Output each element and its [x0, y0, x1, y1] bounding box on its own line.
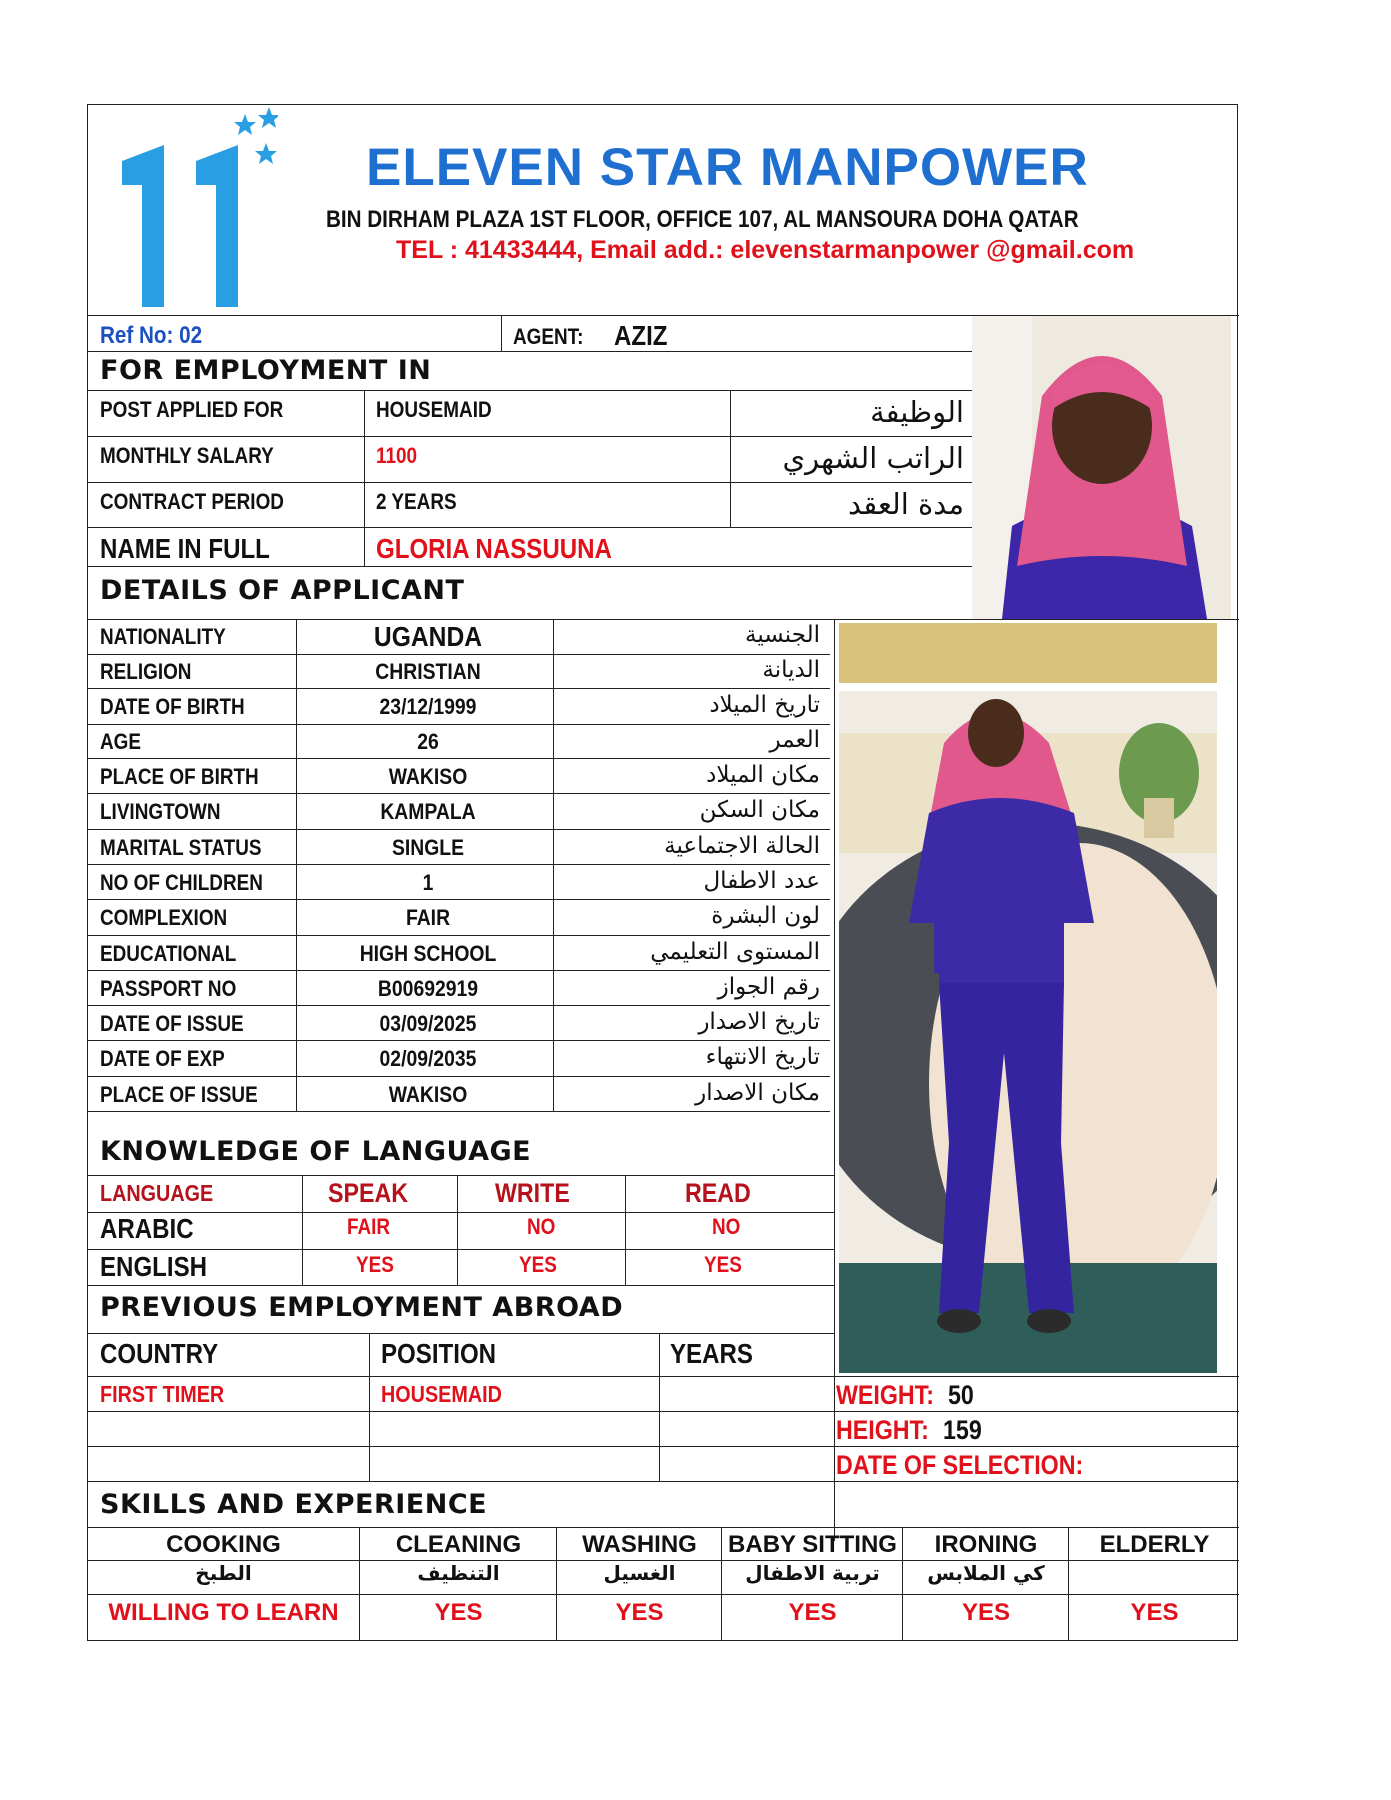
full-body-photo-icon	[839, 623, 1217, 1373]
details-arabic: الديانة	[762, 657, 820, 683]
details-label: PASSPORT NO	[100, 975, 237, 1001]
skill-arabic: تربية الاطفال	[745, 1561, 880, 1585]
details-value: 1	[422, 869, 434, 895]
skill-value: WILLING TO LEARN	[108, 1599, 339, 1626]
language-english-write: YES	[519, 1252, 557, 1277]
height-value: 159	[943, 1415, 982, 1445]
section-title-skills: SKILLS AND EXPERIENCE	[100, 1489, 488, 1520]
details-arabic: عدد الاطفال	[703, 867, 820, 894]
details-value: 23/12/1999	[379, 694, 477, 719]
post-applied-value: HOUSEMAID	[376, 397, 492, 422]
details-label: PLACE OF BIRTH	[100, 763, 259, 789]
details-arabic: تاريخ الاصدار	[698, 1008, 820, 1035]
details-row	[88, 689, 830, 725]
skill-name: ELDERLY	[1099, 1531, 1210, 1558]
skill-name: WASHING	[582, 1531, 697, 1558]
details-row	[88, 1006, 830, 1041]
company-name: ELEVEN STAR MANPOWER	[366, 138, 1089, 197]
details-arabic: تاريخ الانتهاء	[705, 1044, 820, 1070]
details-arabic: رقم الجواز	[717, 973, 820, 1000]
language-english-read: YES	[704, 1252, 742, 1277]
details-value: UGANDA	[373, 621, 483, 652]
details-row	[88, 936, 830, 971]
language-arabic-speak: FAIR	[347, 1214, 391, 1239]
details-arabic: العمر	[769, 727, 820, 753]
skill-cell	[902, 1527, 1068, 1640]
details-row	[88, 1077, 830, 1112]
details-arabic: مكان السكن	[699, 797, 820, 823]
language-header-read: READ	[685, 1178, 751, 1208]
skill-value: YES	[961, 1599, 1011, 1626]
applicant-photo-full-body	[839, 623, 1217, 1373]
section-title-language: KNOWLEDGE OF LANGUAGE	[100, 1136, 532, 1167]
skill-value: YES	[434, 1599, 483, 1626]
application-form	[87, 104, 1238, 1641]
details-value: FAIR	[405, 905, 451, 930]
language-english-speak: YES	[356, 1252, 394, 1277]
details-label: NO OF CHILDREN	[100, 869, 263, 895]
ref-number: Ref No: 02	[100, 322, 203, 349]
details-label: RELIGION	[100, 659, 192, 684]
details-arabic: مكان الاصدار	[695, 1079, 820, 1106]
skill-name: IRONING	[934, 1531, 1038, 1558]
contract-period-arabic: مدة العقد	[848, 487, 964, 521]
details-arabic: مكان الميلاد	[706, 761, 820, 788]
weight-label: WEIGHT:	[836, 1380, 935, 1410]
details-arabic: لون البشرة	[711, 903, 820, 929]
section-title-previous: PREVIOUS EMPLOYMENT ABROAD	[100, 1292, 624, 1323]
previous-row-position: HOUSEMAID	[381, 1381, 502, 1407]
details-value: CHRISTIAN	[375, 659, 481, 684]
language-header-speak: SPEAK	[328, 1178, 409, 1208]
details-value: 02/09/2035	[379, 1046, 477, 1071]
skill-cell	[88, 1527, 359, 1640]
details-label: COMPLEXION	[100, 905, 228, 930]
details-label: NATIONALITY	[100, 624, 226, 649]
details-arabic: تاريخ الميلاد	[709, 692, 820, 718]
language-header-write: WRITE	[495, 1178, 570, 1208]
section-title-details: DETAILS OF APPLICANT	[100, 575, 465, 606]
details-label: DATE OF ISSUE	[100, 1010, 244, 1036]
details-row	[88, 830, 830, 865]
details-label: MARITAL STATUS	[100, 834, 262, 860]
details-value: HIGH SCHOOL	[359, 940, 497, 966]
details-value: B00692919	[377, 975, 479, 1001]
company-logo	[98, 105, 278, 310]
language-english-name: ENGLISH	[100, 1251, 208, 1282]
post-applied-label: POST APPLIED FOR	[100, 397, 284, 422]
details-row	[88, 1041, 830, 1077]
skill-arabic: الطبخ	[195, 1561, 252, 1585]
details-row	[88, 865, 830, 900]
details-label: PLACE OF ISSUE	[100, 1081, 258, 1107]
language-arabic-name: ARABIC	[100, 1213, 194, 1244]
monthly-salary-value: 1100	[376, 443, 418, 468]
skill-cell	[1068, 1527, 1239, 1640]
date-of-selection-label: DATE OF SELECTION:	[836, 1450, 1084, 1480]
details-label: DATE OF BIRTH	[100, 694, 245, 719]
details-row	[88, 725, 830, 759]
post-applied-arabic: الوظيفة	[870, 395, 964, 429]
details-row	[88, 971, 830, 1006]
details-value: 26	[417, 729, 439, 754]
contract-period-label: CONTRACT PERIOD	[100, 489, 284, 514]
skill-value: YES	[788, 1599, 837, 1626]
details-arabic: الجنسية	[745, 622, 820, 648]
skill-cell	[721, 1527, 902, 1640]
previous-header-position: POSITION	[381, 1338, 497, 1369]
language-arabic-read: NO	[712, 1214, 741, 1239]
language-header-language: LANGUAGE	[100, 1180, 214, 1206]
company-address: BIN DIRHAM PLAZA 1ST FLOOR, OFFICE 107, AL MANSOURA DOHA QATAR	[326, 206, 1079, 233]
contract-period-value: 2 YEARS	[376, 489, 457, 514]
details-row	[88, 900, 830, 936]
details-value: KAMPALA	[380, 799, 476, 824]
details-row	[88, 655, 830, 689]
skill-name: COOKING	[166, 1531, 281, 1558]
skill-cell	[359, 1527, 556, 1640]
details-row	[88, 759, 830, 794]
skill-cell	[556, 1527, 721, 1640]
previous-header-country: COUNTRY	[100, 1338, 219, 1369]
skill-name: CLEANING	[395, 1531, 522, 1558]
previous-row-country: FIRST TIMER	[100, 1381, 225, 1407]
company-contact: TEL : 41433444, Email add.: elevenstarmanpower @gmail.com	[396, 236, 1135, 264]
skill-arabic: كي الملابس	[927, 1561, 1045, 1585]
details-arabic: المستوى التعليمي	[650, 938, 820, 965]
skill-arabic: الغسيل	[603, 1561, 676, 1585]
details-arabic: الحالة الاجتماعية	[664, 832, 820, 859]
language-arabic-write: NO	[527, 1214, 556, 1239]
agent-label: AGENT:	[513, 324, 584, 349]
details-label: AGE	[100, 729, 142, 754]
skill-arabic: التنظيف	[417, 1561, 500, 1585]
details-value: 03/09/2025	[379, 1010, 477, 1036]
details-table	[88, 619, 830, 1132]
agent-name: AZIZ	[614, 320, 668, 351]
details-row	[88, 794, 830, 830]
eleven-logo-icon	[98, 105, 278, 310]
details-value: SINGLE	[391, 834, 465, 860]
details-label: EDUCATIONAL	[100, 940, 237, 966]
details-label: DATE OF EXP	[100, 1046, 225, 1071]
skill-name: BABY SITTING	[728, 1531, 897, 1558]
monthly-salary-arabic: الراتب الشهري	[782, 441, 964, 475]
skills-table	[88, 1527, 1239, 1640]
skill-value: YES	[615, 1599, 664, 1626]
monthly-salary-label: MONTHLY SALARY	[100, 443, 274, 468]
details-value: WAKISO	[388, 763, 468, 789]
weight-value: 50	[948, 1380, 974, 1410]
name-in-full-label: NAME IN FULL	[100, 533, 270, 564]
section-title-employment: FOR EMPLOYMENT IN	[100, 355, 432, 386]
applicant-name: GLORIA NASSUUNA	[376, 533, 612, 564]
details-label: LIVINGTOWN	[100, 799, 221, 824]
previous-header-years: YEARS	[670, 1338, 753, 1369]
portrait-photo-icon	[972, 316, 1231, 619]
skill-value: YES	[1130, 1599, 1179, 1626]
applicant-photo-portrait	[972, 316, 1231, 619]
details-row	[88, 619, 830, 655]
details-value: WAKISO	[388, 1081, 468, 1107]
height-label: HEIGHT:	[836, 1415, 929, 1445]
